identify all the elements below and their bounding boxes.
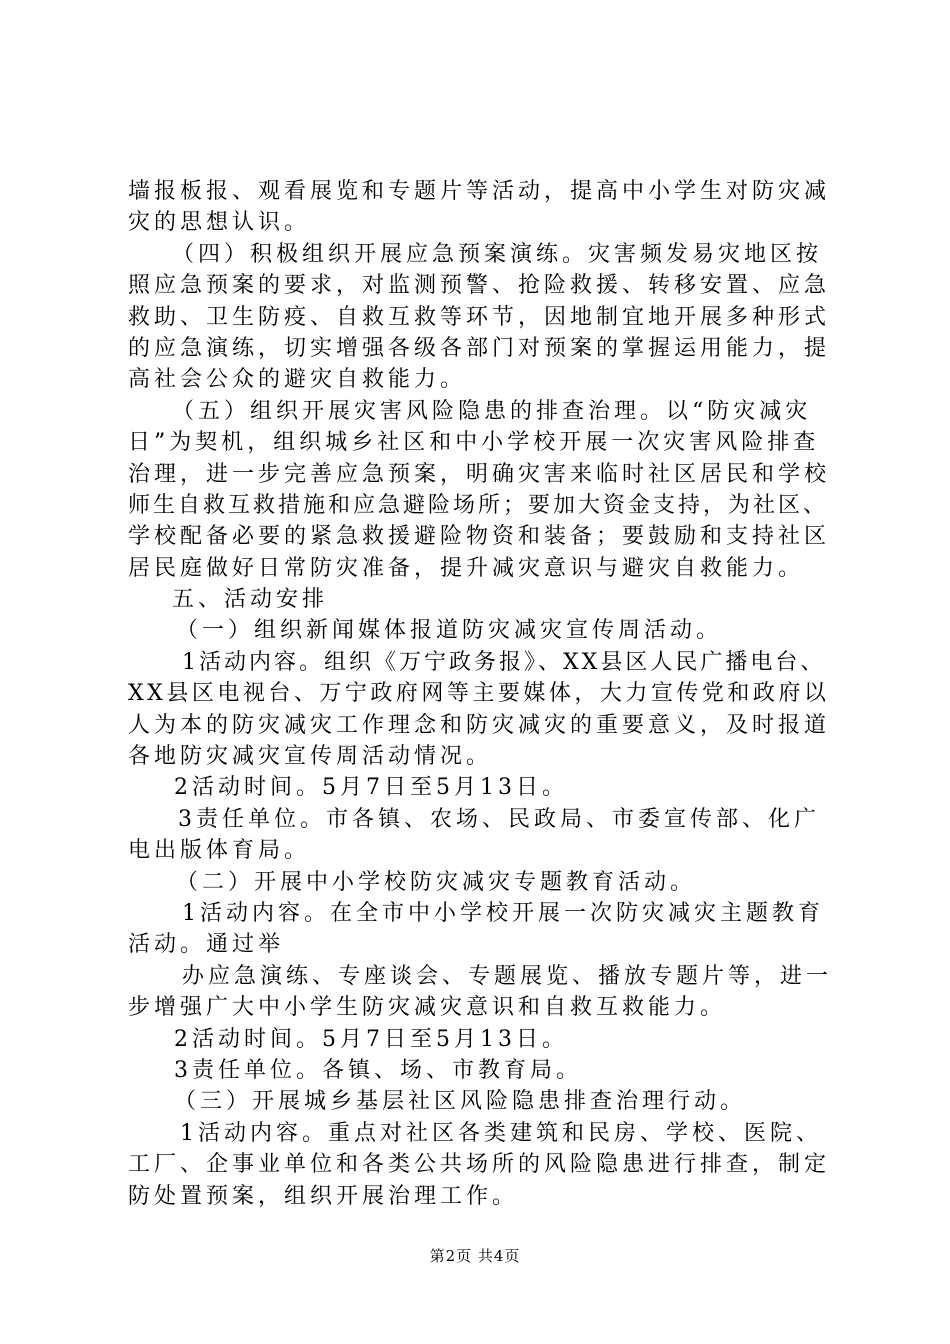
page-footer: 第2页 共4页 [429,1247,521,1265]
text-line: （一）组织新闻媒体报道防灾减灾宣传周活动。 [176,618,723,644]
text-line: 学校配备必要的紧急救援避险物资和装备；要鼓励和支持社区 [128,524,831,550]
text-line: 2活动时间。5月7日至5月13日。 [174,1026,568,1052]
text-line: 1活动内容。在全市中小学校开展一次防灾减灾主题教育 [182,900,824,926]
text-line: （五）组织开展灾害风险隐患的排查治理。以“防灾减灾 [172,398,812,424]
text-line: 墙报板报、观看展览和专题片等活动，提高中小学生对防灾减 [128,179,831,204]
text-line: 2活动时间。5月7日至5月13日。 [174,775,568,801]
text-line: 电出版体育局。 [128,838,311,864]
document-body [128,176,833,1212]
text-line: （四）积极组织开展应急预案演练。灾害频发易灾地区按 [172,241,823,267]
text-line: 师生自救互救措施和应急避险场所；要加大资金支持，为社区、 [128,492,829,518]
text-line: 照应急预案的要求，对监测预警、抢险救援、转移安置、应急 [128,273,831,299]
text-line: 3责任单位。市各镇、农场、民政局、市委宣传部、化广 [178,806,820,832]
text-line: 灾的思想认识。 [128,210,311,236]
text-line: 3责任单位。各镇、场、市教育局。 [174,1057,582,1083]
text-line: 活动。通过举 [128,932,285,958]
text-line: 的应急演练，切实增强各级各部门对预案的掌握运用能力，提 [128,335,831,361]
text-line: 办应急演练、专座谈会、专题展览、播放专题片等，进一 [182,963,833,989]
text-line: 1活动内容。重点对社区各类建筑和民房、学校、医院、 [180,1120,822,1146]
text-line: 工厂、企事业单位和各类公共场所的风险隐患进行排查，制定 [128,1152,831,1178]
text-line: 救助、卫生防疫、自救互救等环节，因地制宜地开展多种形式 [128,304,831,330]
text-line: （二）开展中小学校防灾减灾专题教育活动。 [176,869,697,895]
text-line: 防处置预案，组织开展治理工作。 [128,1183,519,1209]
text-line: 1活动内容。组织《万宁政务报》、XX县区人民广播电台、 [182,649,826,675]
text-line: （三）开展城乡基层社区风险隐患排查治理行动。 [174,1089,747,1115]
text-line: 居民庭做好日常防灾准备，提升减灾意识与避灾自救能力。 [128,555,805,581]
text-line: 五、活动安排 [172,587,329,613]
text-line: 治理，进一步完善应急预案，明确灾害来临时社区居民和学校 [128,461,831,487]
text-line: 各地防灾减灾宣传周活动情况。 [128,744,493,770]
text-line: XX县区电视台、万宁政府网等主要媒体，大力宣传党和政府以 [128,681,830,707]
text-line: 日”为契机，组织城乡社区和中小学校开展一次灾害风险排查 [128,430,820,456]
text-line: 步增强广大中小学生防灾减灾意识和自救互救能力。 [128,995,727,1021]
text-line: 高社会公众的避灾自救能力。 [128,367,467,393]
text-line: 人为本的防灾减灾工作理念和防灾减灾的重要意义，及时报道 [128,712,831,738]
